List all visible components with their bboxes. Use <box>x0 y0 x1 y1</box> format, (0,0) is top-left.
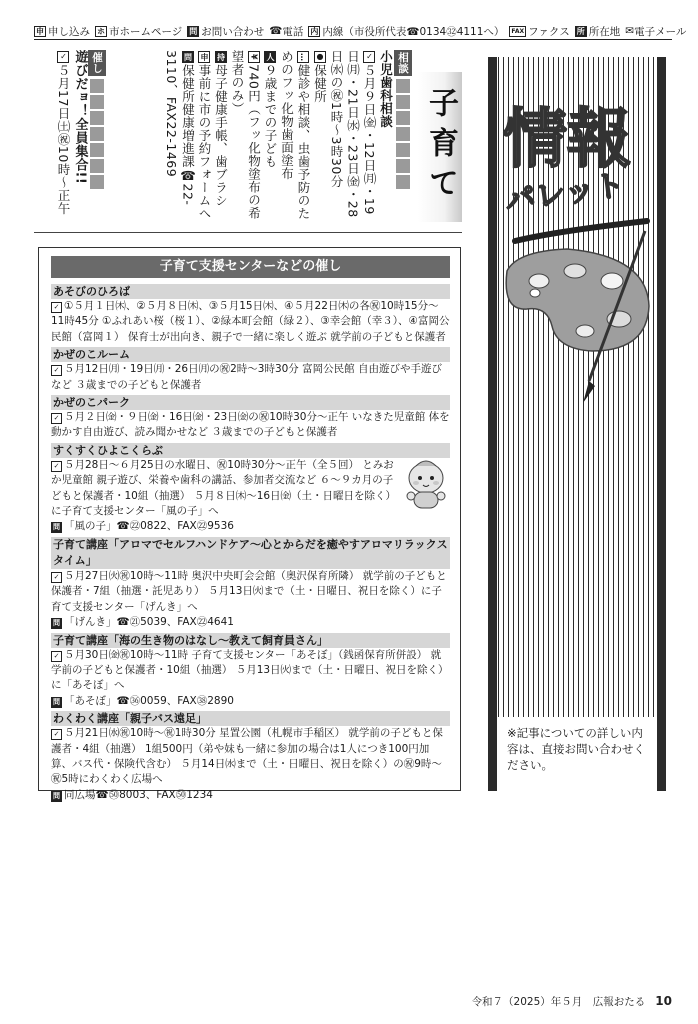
legend-homepage <box>95 24 182 39</box>
event-contact: 同広場☎㊿8003、FAX㊿1234 <box>64 788 213 801</box>
inquiry-icon: 問 <box>189 26 198 36</box>
legend-apply-label: 申し込み <box>48 25 90 38</box>
promo-badge: 催し <box>88 50 107 76</box>
bring-icon: 持 <box>216 52 226 62</box>
event-heading: かぜのこパーク <box>51 395 450 410</box>
gray-block <box>396 143 410 157</box>
location-icon: ● <box>315 52 325 62</box>
section-divider <box>34 232 462 233</box>
top-rule <box>34 39 672 40</box>
date-icon: ✓ <box>51 413 62 424</box>
event-heading: すくすくひよこくらぶ <box>51 443 450 458</box>
inquiry-icon: 問 <box>53 791 60 800</box>
event-body <box>51 362 450 393</box>
date-icon: ✓ <box>51 572 62 583</box>
sidebar-edge-left <box>488 57 497 791</box>
legend-email-label: 電子メール <box>634 25 687 38</box>
legend-address-label: 所在地 <box>588 25 621 38</box>
gray-block <box>396 127 410 141</box>
legend-address <box>575 24 621 39</box>
fax-icon: FAX <box>511 27 525 35</box>
gray-block <box>396 175 410 189</box>
extension-icon: 内 <box>310 26 319 36</box>
sidebar-title-sub: パレット <box>503 167 627 219</box>
dental-place: 保健所 <box>312 64 328 103</box>
dental-content: 健診や相談、虫歯予防のためのフッ化物歯面塗布 <box>279 50 311 220</box>
page-number: 10 <box>655 994 672 1008</box>
event-body <box>51 458 450 535</box>
legend-phone-label: 電話 <box>282 25 304 38</box>
event-heading: 子育て講座「海の生き物のはなし～教えて飼育員さん」 <box>51 633 450 648</box>
event-text: ５月28日～６月25日の水曜日、㊗10時30分～正午（全５回） とみおか児童館 親子遊び、栄養や歯科の講話、参加者交流など ６～９カ月の子どもと保護者・10組（抽選） ５月８日㈭～16日㈮（土・日曜日を除く）に子育て支援センター「風の子」へ <box>51 458 397 518</box>
legend-fax-label: ファクス <box>528 25 570 38</box>
sidebar-title-main: 情報 <box>503 103 631 177</box>
phone-icon: ☎ <box>269 25 283 37</box>
dental-apply: 事前に市の予約フォームへ <box>197 64 212 220</box>
event-heading: 子育て講座「アロマでセルフハンドケア～心とからだを癒やすアロマリラックスタイム」 <box>51 537 450 569</box>
event-text: ①５月１日㈭、②５月８日㈭、③５月15日㈭、④５月22日㈭の各㊗10時15分～11時45分 ①ふれあい桜（桜１）、②緑本町会館（緑２）、③幸会館（幸３）、④富岡公民館（富岡１） 保育士が出向き、親子で一緒に楽しく遊ぶ 就学前の子どもと保護者 <box>51 300 450 343</box>
info-palette-sidebar <box>488 57 666 791</box>
event-body <box>51 569 450 631</box>
event-heading: かぜのこルーム <box>51 347 450 362</box>
event-contact: 「げんき」☎㉑5039、FAX㉒4641 <box>64 616 234 629</box>
dental-contact-tel: ☎22-3110、 <box>164 50 196 206</box>
event-promo <box>34 50 106 222</box>
dental-contact-fax: FAX22-1469 <box>164 96 179 178</box>
gray-block <box>90 175 104 189</box>
dental-consultation <box>164 50 412 222</box>
dental-date: ５月９日㈮・12日㈪・19日㈪・21日㈬・23日㈮・28日㈬の㊗1時～3時30分 <box>329 50 377 218</box>
inquiry-icon: 問 <box>183 52 193 62</box>
dental-contact-org: 保健所健康増進課 <box>180 64 196 168</box>
legend-homepage-label: 市ホームページ <box>109 25 183 38</box>
gray-block <box>90 111 104 125</box>
legend-apply <box>34 24 90 39</box>
date-icon: ✓ <box>365 52 374 62</box>
date-icon: ✓ <box>51 651 62 662</box>
legend-bar <box>34 22 687 40</box>
legend-phone <box>269 24 303 39</box>
inquiry-icon: 問 <box>53 619 60 628</box>
gray-block <box>90 143 104 157</box>
event-body <box>51 648 450 710</box>
legend-extension <box>308 24 504 39</box>
sidebar-note: ※記事についての詳しい内容は、直接お問い合わせください。 <box>497 717 657 791</box>
footer-issue: 令和７（2025）年５月 広報おたる <box>471 996 646 1008</box>
event-text: ５月12日㈪・19日㈪・26日㈪の㊗2時～3時30分 富岡公民館 自由遊びや手遊びなど ３歳までの子どもと保護者 <box>51 363 442 391</box>
date-icon: ✓ <box>59 52 68 62</box>
event-heading: あそびのひろば <box>51 284 450 299</box>
dental-badge: 相談 <box>394 50 413 76</box>
page-footer <box>472 994 672 1009</box>
dental-target: ９歳までの子ども <box>263 64 278 168</box>
event-heading: わくわく講座「親子バス遠足」 <box>51 711 450 726</box>
legend-inquiry <box>187 24 264 39</box>
date-icon: ✓ <box>51 729 62 740</box>
legend-fax <box>509 24 569 39</box>
inquiry-icon: 問 <box>53 697 60 706</box>
date-icon: ✓ <box>51 302 62 313</box>
info-palette-artwork <box>497 81 657 421</box>
event-text: ５月27日㈫㊗10時～11時 奥沢中央町会会館（奥沢保育所隣） 就学前の子どもと保護者・7組（抽選・託児あり） ５月13日㈫まで（土・日曜日、祝日を除く）に子育て支援センター「げんき」へ <box>51 569 447 613</box>
apply-icon: 申 <box>36 26 44 36</box>
gray-block <box>396 159 410 173</box>
event-text: ５月21日㈬㊗10時～㊗1時30分 星置公園（札幌市手稲区） 就学前の子どもと保護者・4組（抽選） 1組500円（弟や妹も一緒に参加の場合は1人につき100円加算、バス代・保険代含む） ５月14日㈬まで（土・日曜日、祝日を除く）の㊗9時～㊗5時にわくわく広場へ <box>51 727 443 786</box>
sidebar-edge-right <box>657 57 666 791</box>
gray-block <box>90 79 104 93</box>
gray-block <box>90 95 104 109</box>
event-text: ５月２日㈮・９日㈮・16日㈮・23日㈮の㊗10時30分～正午 いなきた児童館 体を動かす自由遊び、読み聞かせなど ３歳までの子どもと保護者 <box>51 411 450 439</box>
date-icon: ✓ <box>51 461 62 472</box>
events-box <box>38 247 461 801</box>
dental-bring: 母子健康手帳、歯ブラシ <box>213 64 229 207</box>
gray-block <box>90 127 104 141</box>
baby-mascot-icon <box>402 458 450 510</box>
event-body <box>51 726 450 803</box>
date-icon: ✓ <box>51 365 62 376</box>
promo-heading: 遊びだョ！全員集合!! <box>72 50 88 185</box>
address-icon: 所 <box>576 26 585 36</box>
apply-icon: 申 <box>200 52 209 62</box>
promo-date: ５月17日㈯㊗10時～正午 <box>56 64 71 215</box>
fee-icon: ¥ <box>248 51 260 63</box>
gray-block <box>396 111 410 125</box>
legend-email <box>625 24 686 39</box>
email-icon: ✉ <box>625 25 635 37</box>
homepage-icon: ホ <box>97 26 105 36</box>
legend-extension-label: 内線（市役所代表☎0134㉜4111へ） <box>322 25 505 38</box>
events-title: 子育て支援センターなどの催し <box>51 256 450 278</box>
legend-inquiry-label: お問い合わせ <box>201 25 265 38</box>
event-text: ５月30日㈮㊗10時～11時 子育て支援センター「あそぼ」（銭函保育所併設） 就学前の子どもと保護者・10組（抽選） ５月13日㈫まで（土・日曜日、祝日を除く）に「あそぼ」へ <box>51 648 449 692</box>
dental-heading: 小児歯科相談 <box>378 50 394 128</box>
event-contact: 「あそぼ」☎㊱0059、FAX㊳2890 <box>64 694 234 707</box>
content-icon: … <box>299 52 308 62</box>
gray-block <box>396 79 410 93</box>
event-contact: 「風の子」☎㉒0822、FAX㉒9536 <box>64 520 234 533</box>
gray-block <box>90 159 104 173</box>
section-title: 子育て <box>418 72 462 222</box>
gray-block <box>396 95 410 109</box>
event-body <box>51 410 450 441</box>
inquiry-icon: 問 <box>53 523 60 532</box>
dental-fee: 740円（フッ化物塗布の希望者のみ） <box>230 50 262 220</box>
target-icon: 人 <box>266 52 275 62</box>
event-body <box>51 299 450 345</box>
